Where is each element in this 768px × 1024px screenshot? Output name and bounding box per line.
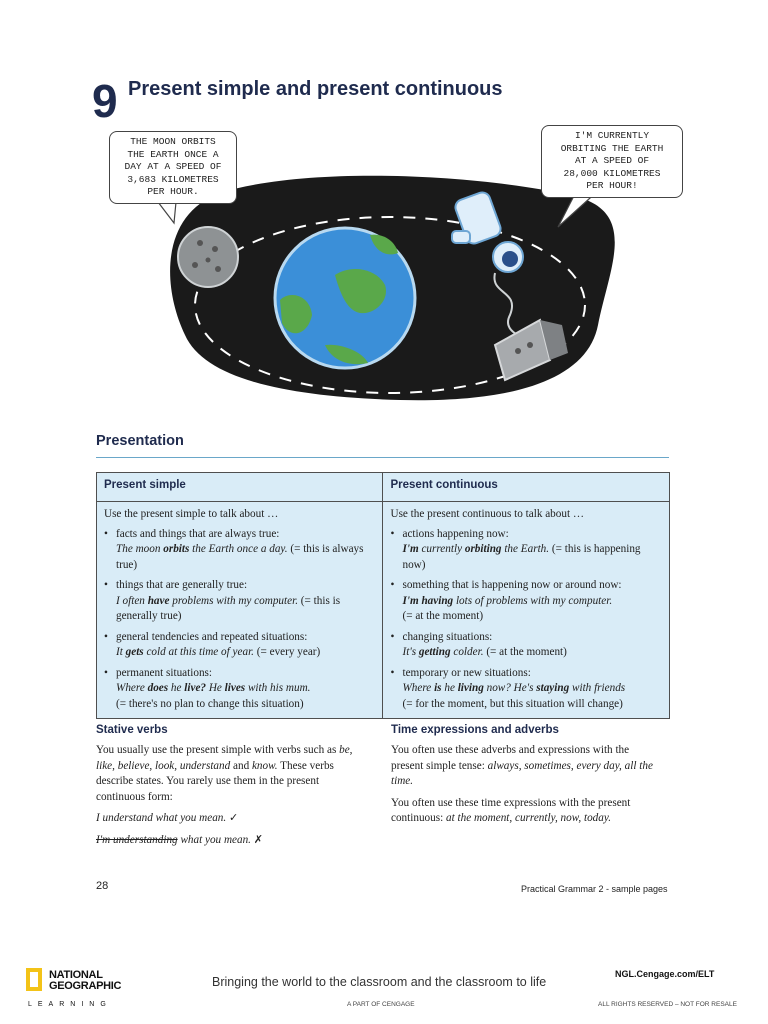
example: I'm currently orbiting the Earth. [402, 543, 550, 555]
correct-example: I understand what you mean. ✓ [96, 812, 239, 824]
example: It gets cold at this time of year. [116, 646, 254, 658]
bubble-line: 3,683 KILOMETRES [127, 173, 219, 185]
part-of-cengage: A PART OF CENGAGE [347, 1001, 415, 1008]
list-item: • things that are generally true: I often have problems with my computer. (= this is generally true) [104, 579, 341, 622]
bubble-line: PER HOUR! [586, 180, 638, 191]
usage-point: facts and things that are always true: [116, 527, 280, 540]
brand-name [49, 970, 121, 992]
moon-bubble-tail [158, 202, 176, 223]
bubble-line: DAY AT A SPEED OF [124, 161, 222, 172]
usage-point: general tendencies and repeated situations: [116, 630, 308, 643]
note: (= there's no plan to change this situation) [116, 697, 304, 710]
astronaut-speech-bubble [541, 125, 683, 198]
note: (= at the moment) [483, 646, 567, 658]
list-item: • permanent situations: Where does he live? He lives with his mum. (= there's no plan to change this situation) [104, 666, 311, 710]
present-simple-header: Present simple [97, 473, 383, 502]
usage-point: something that is happening now or around now: [402, 579, 622, 591]
brand-learning: LEARNING [28, 1001, 112, 1008]
publisher-link[interactable]: NGL.Cengage.com/ELT [615, 969, 715, 979]
list-item: • something that is happening now or around now: I'm having lots of problems with my computer. (= at the moment) [390, 579, 622, 622]
bubble-line: I'M CURRENTLY [574, 130, 650, 141]
usage-point: permanent situations: [116, 666, 213, 679]
book-title: Practical Grammar 2 - sample pages [521, 884, 668, 894]
tagline: Bringing the world to the classroom and the classroom to life [212, 975, 547, 989]
brand-line: NATIONAL [49, 969, 103, 981]
time-expressions-paragraph: You often use these time expressions with the present continuous: at the moment, currently, now, today. [391, 796, 631, 824]
brand-line: GEOGRAPHIC [49, 980, 122, 992]
moon-speech-bubble [109, 131, 237, 204]
presentation-table [96, 472, 670, 719]
unit-number: 9 [92, 75, 116, 127]
present-continuous-cell [383, 502, 670, 719]
bubble-line: THE EARTH ONCE A [127, 148, 219, 160]
adverbs-paragraph: You often use these adverbs and expressions with the present simple tense: always, sometimes, every day, all the time. [391, 744, 653, 787]
note: (= at the moment) [402, 610, 484, 622]
national-geographic-logo-icon [26, 968, 42, 991]
example: Where does he live? He lives with his mum. [116, 682, 311, 694]
time-expressions-heading: Time expressions and adverbs [391, 724, 559, 736]
stative-verbs-heading: Stative verbs [96, 724, 168, 736]
time-expressions-text [391, 743, 661, 827]
note: (= this is generally true) [116, 594, 341, 622]
intro-text: Use the present continuous to talk about … [390, 508, 585, 520]
present-continuous-header: Present continuous [383, 473, 670, 502]
rights-notice: ALL RIGHTS RESERVED – NOT FOR RESALE [598, 1001, 737, 1008]
unit-title: Present simple and present continuous [128, 78, 503, 100]
stative-paragraph: You usually use the present simple with verbs such as be, like, believe, look, understand and know. These verbs describe states. You rarely use them in the present continuous form: [96, 744, 353, 803]
earth-icon [275, 228, 415, 368]
example: I'm having lots of problems with my computer. [402, 594, 613, 607]
bubble-line: 28,000 KILOMETRES [563, 167, 661, 179]
cross-icon: ✗ [253, 833, 264, 846]
presentation-heading: Presentation [96, 433, 184, 449]
example: It's getting colder. [402, 646, 484, 658]
bubble-line: THE MOON ORBITS [130, 136, 216, 147]
example: Where is he living now? He's staying with friends [402, 682, 626, 694]
example: The moon orbits the Earth once a day. [116, 543, 288, 555]
intro-text: Use the present simple to talk about … [104, 508, 279, 520]
check-icon: ✓ [229, 812, 239, 824]
usage-point: temporary or new situations: [402, 666, 531, 679]
section-divider [96, 457, 669, 458]
usage-point: actions happening now: [402, 527, 509, 540]
example: I often have problems with my computer. [116, 594, 298, 607]
present-simple-cell [97, 502, 383, 719]
list-item: • facts and things that are always true: The moon orbits the Earth once a day. (= this is always true) [104, 527, 364, 571]
usage-point: things that are generally true: [116, 579, 248, 591]
stative-verbs-text [96, 743, 358, 848]
list-item: • changing situations: It's getting colder. (= at the moment) [390, 630, 567, 658]
note: (= every year) [253, 646, 321, 658]
usage-point: changing situations: [402, 630, 493, 643]
note: (= this is always true) [116, 543, 364, 571]
note: (= this is happening now) [402, 543, 641, 571]
incorrect-example: I'm understanding what you mean. ✗ [96, 833, 264, 846]
list-item: • general tendencies and repeated situations: It gets cold at this time of year. (= every year) [104, 630, 321, 658]
note: (= for the moment, but this situation will change) [402, 697, 623, 710]
list-item: • temporary or new situations: Where is he living now? He's staying with friends (= for the moment, but this situation will change) [390, 666, 626, 710]
bubble-line: AT A SPEED OF [574, 155, 650, 166]
page-number: 28 [96, 880, 109, 892]
list-item: • actions happening now: I'm currently orbiting the Earth. (= this is happening now) [390, 527, 641, 571]
bubble-line: PER HOUR. [147, 186, 199, 197]
bubble-line: ORBITING THE EARTH [560, 142, 664, 154]
moon-icon [178, 227, 238, 287]
